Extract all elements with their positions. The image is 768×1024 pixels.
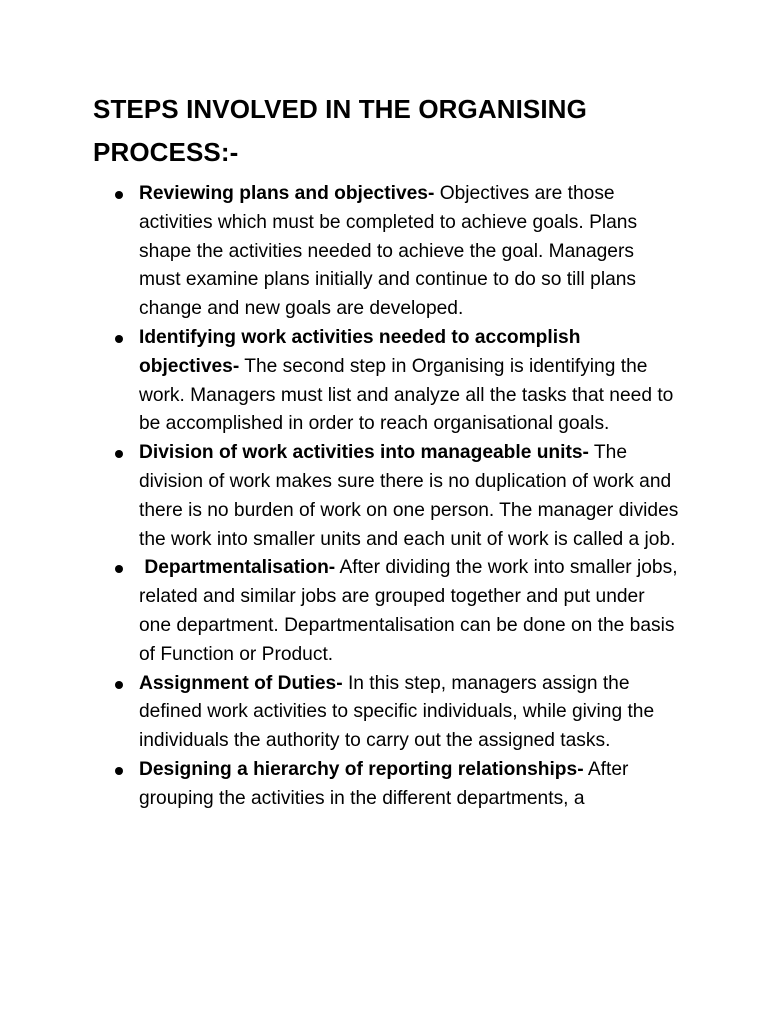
list-item-text: After dividing the work into smaller jobs, related and similar jobs are grouped together and put under one department. Departmentalisation can be done on the basis of Function or Product. bbox=[139, 557, 678, 665]
bullet-icon bbox=[115, 565, 123, 573]
bullet-icon bbox=[115, 191, 123, 199]
list-item-identifying-work bbox=[139, 324, 679, 439]
list-item-term: Division of work activities into manageable units- bbox=[139, 442, 589, 464]
bullet-icon bbox=[115, 450, 123, 458]
list-item-term: Designing a hierarchy of reporting relationships- bbox=[139, 758, 584, 780]
list-item-departmentalisation bbox=[139, 554, 679, 669]
page-title: STEPS INVOLVED IN THE ORGANISING PROCESS:- bbox=[93, 94, 587, 167]
list-item-term: Assignment of Duties- bbox=[139, 672, 343, 694]
list-item-text: After grouping the activities in the different departments, a bbox=[139, 758, 629, 809]
list-item-division-of-work bbox=[139, 439, 679, 554]
bullet-icon bbox=[115, 681, 123, 689]
list-item-term: Reviewing plans and objectives- bbox=[139, 183, 435, 204]
list-item-text: The division of work makes sure there is no duplication of work and there is no burden of work on one person. The manager divides the work into smaller units and each unit of work is called a job. bbox=[139, 442, 679, 550]
list-item-term: Identifying work activities needed to accomplish objectives- bbox=[139, 326, 581, 377]
bullet-icon bbox=[115, 335, 123, 343]
list-item-text: In this step, managers assign the defined work activities to specific individuals, while giving the individuals the authority to carry out the assigned tasks. bbox=[139, 672, 655, 752]
list-item-term: Departmentalisation- bbox=[139, 557, 336, 579]
steps-list bbox=[139, 180, 679, 814]
list-item-text: Objectives are those activities which must be completed to achieve goals. Plans shape the activities needed to achieve the goal. Managers must examine plans initially and continue to do so till plans change and new goals are developed. bbox=[139, 183, 638, 320]
list-item-reviewing-plans bbox=[139, 180, 679, 324]
list-item-assignment-of-duties bbox=[139, 670, 679, 756]
bullet-icon bbox=[115, 767, 123, 775]
list-item-text: The second step in Organising is identifying the work. Managers must list and analyze all the tasks that need to be accomplished in order to reach organisational goals. bbox=[139, 355, 674, 435]
list-item-hierarchy bbox=[139, 756, 679, 814]
